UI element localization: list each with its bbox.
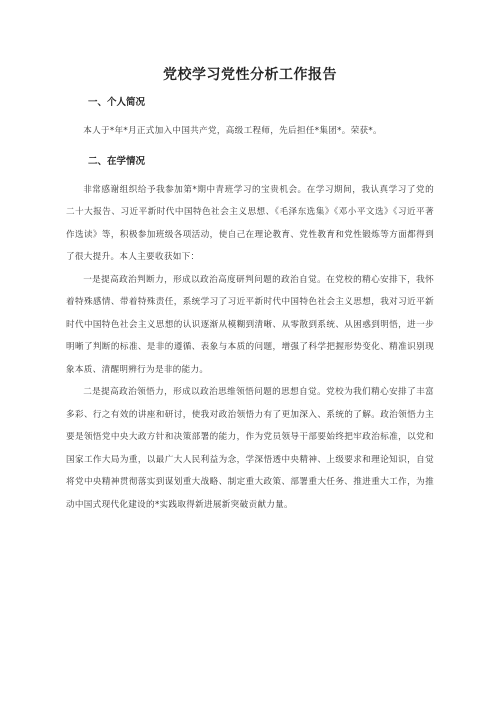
study-intro-paragraph: 非常感谢组织给予我参加第*期中青班学习的宝贵机会。在学习期间，我认真学习了党的二十大报告、习近平新时代中国特色社会主义思想、《毛泽东选集》《邓小平文选》《习近平著作选读》等，积极参加班级各项活动，使自己在理论教育、党性教育和党性锻炼等方面都得到了很大提升。本人主要收获如下： <box>66 184 434 262</box>
section-heading-profile: 一、个人简况 <box>88 97 146 108</box>
profile-paragraph: 本人于*年*月正式加入中国共产党，高级工程师，先后担任*集团*。荣获*。 <box>83 126 382 136</box>
study-point-two-paragraph: 二是提高政治领悟力，形成以政治思维领悟问题的思想自觉。党校为我们精心安排了丰富多彩、行之有效的讲座和研讨，使我对政治领悟力有了更加深入、系统的了解。政治领悟力主要是领悟党中央大政方针和决策部署的能力，作为党员领导干部要始终把牢政治标准，以党和国家工作大局为重，以最广大人民利益为念，学深悟透中央精神、上级要求和理论知识，自觉将党中央精神贯彻落实到谋划重大战略、制定重大政策、部署重大任务、推进重大工作，为推动中国式现代化建设的*实践取得新进展新突破贡献力量。 <box>66 387 434 510</box>
section-heading-study: 二、在学情况 <box>88 155 146 167</box>
document-title: 党校学习党性分析工作报告 <box>163 67 337 83</box>
study-point-one-paragraph: 一是提高政治判断力，形成以政治高度研判问题的政治自觉。在党校的精心安排下，我怀着特殊感情、带着特殊责任，系统学习了习近平新时代中国特色社会主义思想，我对习近平新时代中国特色社会主义思想的认识逐渐从模糊到清晰、从零散到系统、从困惑到明悟，进一步明晰了判断的标准、是非的遵循、表象与本质的问题，增强了科学把握形势变化、精准识别现象本质、清醒明辨行为是非的能力。 <box>66 274 434 375</box>
